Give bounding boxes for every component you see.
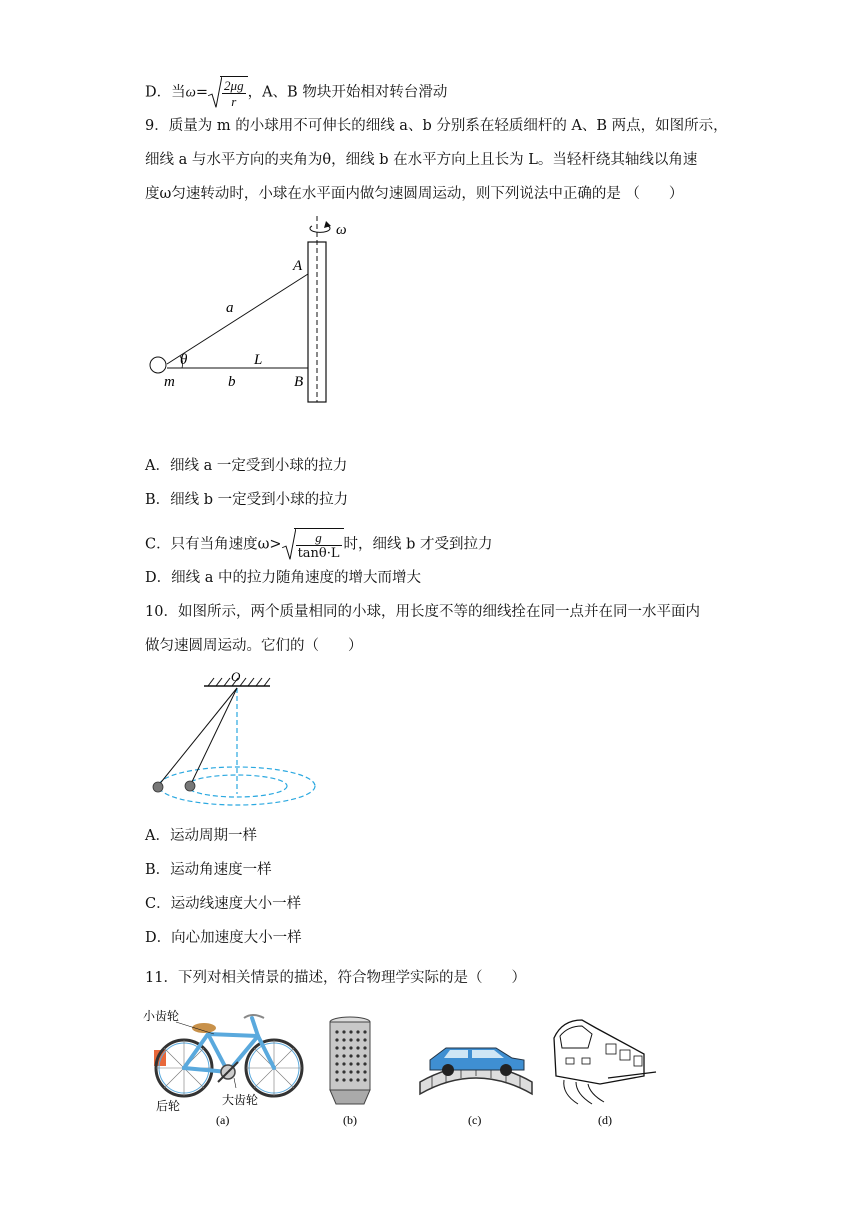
q9-option-d: D．细线 a 中的拉力随角速度的增大而增大 xyxy=(145,570,421,586)
radical-icon xyxy=(282,528,296,561)
caption-b: (b) xyxy=(343,1113,357,1127)
equals-sign: = xyxy=(195,84,209,101)
inner-ball xyxy=(185,781,195,791)
omega-symbol: ω xyxy=(185,84,196,101)
fraction-numerator: g xyxy=(296,530,342,546)
fraction-numerator: 2μg xyxy=(224,78,244,93)
outer-ball xyxy=(153,782,163,792)
figure-b-drum xyxy=(322,1014,378,1130)
omega-label: ω xyxy=(336,222,347,238)
length-label: L xyxy=(254,352,263,368)
q9-stem-line-2: 细线 a 与水平方向的夹角为θ，细线 b 在水平方向上且长为 L。当轻杆绕其轴线以角速 xyxy=(145,152,698,168)
figure-a-bicycle xyxy=(140,1004,308,1130)
caption-c: (c) xyxy=(468,1113,482,1127)
sqrt-expression xyxy=(208,76,248,109)
caption-a: (a) xyxy=(216,1113,230,1127)
ball xyxy=(150,357,166,373)
q9-figure xyxy=(140,212,380,412)
point-b-label: B xyxy=(294,374,304,390)
radical-icon xyxy=(208,76,222,109)
rear-wheel-label: 后轮 xyxy=(156,1099,181,1113)
string-a xyxy=(167,274,308,364)
mass-label: m xyxy=(164,374,175,390)
q10-stem-line-2: 做匀速圆周运动。它们的（ ） xyxy=(145,638,363,654)
big-gear-label: 大齿轮 xyxy=(222,1093,259,1107)
option-c-prefix: C．只有当角速度ω> xyxy=(145,536,282,553)
q10-option-c: C．运动线速度大小一样 xyxy=(145,896,302,912)
q9-option-c xyxy=(145,528,493,561)
sqrt-expression xyxy=(282,528,344,561)
q9-option-a: A．细线 a 一定受到小球的拉力 xyxy=(145,458,348,474)
theta-label: θ xyxy=(180,352,188,368)
option-c-suffix: 时，细线 b 才受到拉力 xyxy=(343,536,493,553)
q10-option-a: A．运动周期一样 xyxy=(145,828,257,844)
q10-option-d: D．向心加速度大小一样 xyxy=(145,930,302,946)
figure-d-train xyxy=(548,1014,664,1130)
fraction-denominator: tanθ·L xyxy=(297,546,340,561)
figure-c-car-bridge xyxy=(416,1030,536,1130)
q10-figure xyxy=(148,666,328,808)
car-wheel xyxy=(442,1064,454,1076)
string-a-label: a xyxy=(226,300,234,316)
pivot-label: O xyxy=(231,669,241,684)
caption-d: (d) xyxy=(598,1113,612,1127)
car-wheel xyxy=(500,1064,512,1076)
point-a-label: A xyxy=(293,258,303,274)
string-b-label: b xyxy=(228,374,236,390)
fraction-denominator: r xyxy=(231,94,237,109)
small-gear-label: 小齿轮 xyxy=(143,1009,180,1023)
q9-option-b: B．细线 b 一定受到小球的拉力 xyxy=(145,492,349,508)
handlebar xyxy=(244,1015,264,1018)
q11-stem: 11．下列对相关情景的描述，符合物理学实际的是（ ） xyxy=(145,970,526,986)
q10-option-b: B．运动角速度一样 xyxy=(145,862,272,878)
option-label: D．当 xyxy=(145,84,186,101)
q9-stem-line-3: 度ω匀速转动时，小球在水平面内做匀速圆周运动，则下列说法中正确的是 （ ） xyxy=(145,186,684,202)
option-text: ，A、B 物块开始相对转台滑动 xyxy=(247,84,448,101)
q9-stem-line-1: 9．质量为 m 的小球用不可伸长的细线 a、b 分别系在轻质细杆的 A、B 两点，如图所示， xyxy=(145,118,728,134)
q10-stem-line-1: 10．如图所示，两个质量相同的小球，用长度不等的细线拴在同一点并在同一水平面内 xyxy=(145,604,700,620)
q8-option-d xyxy=(145,76,447,109)
